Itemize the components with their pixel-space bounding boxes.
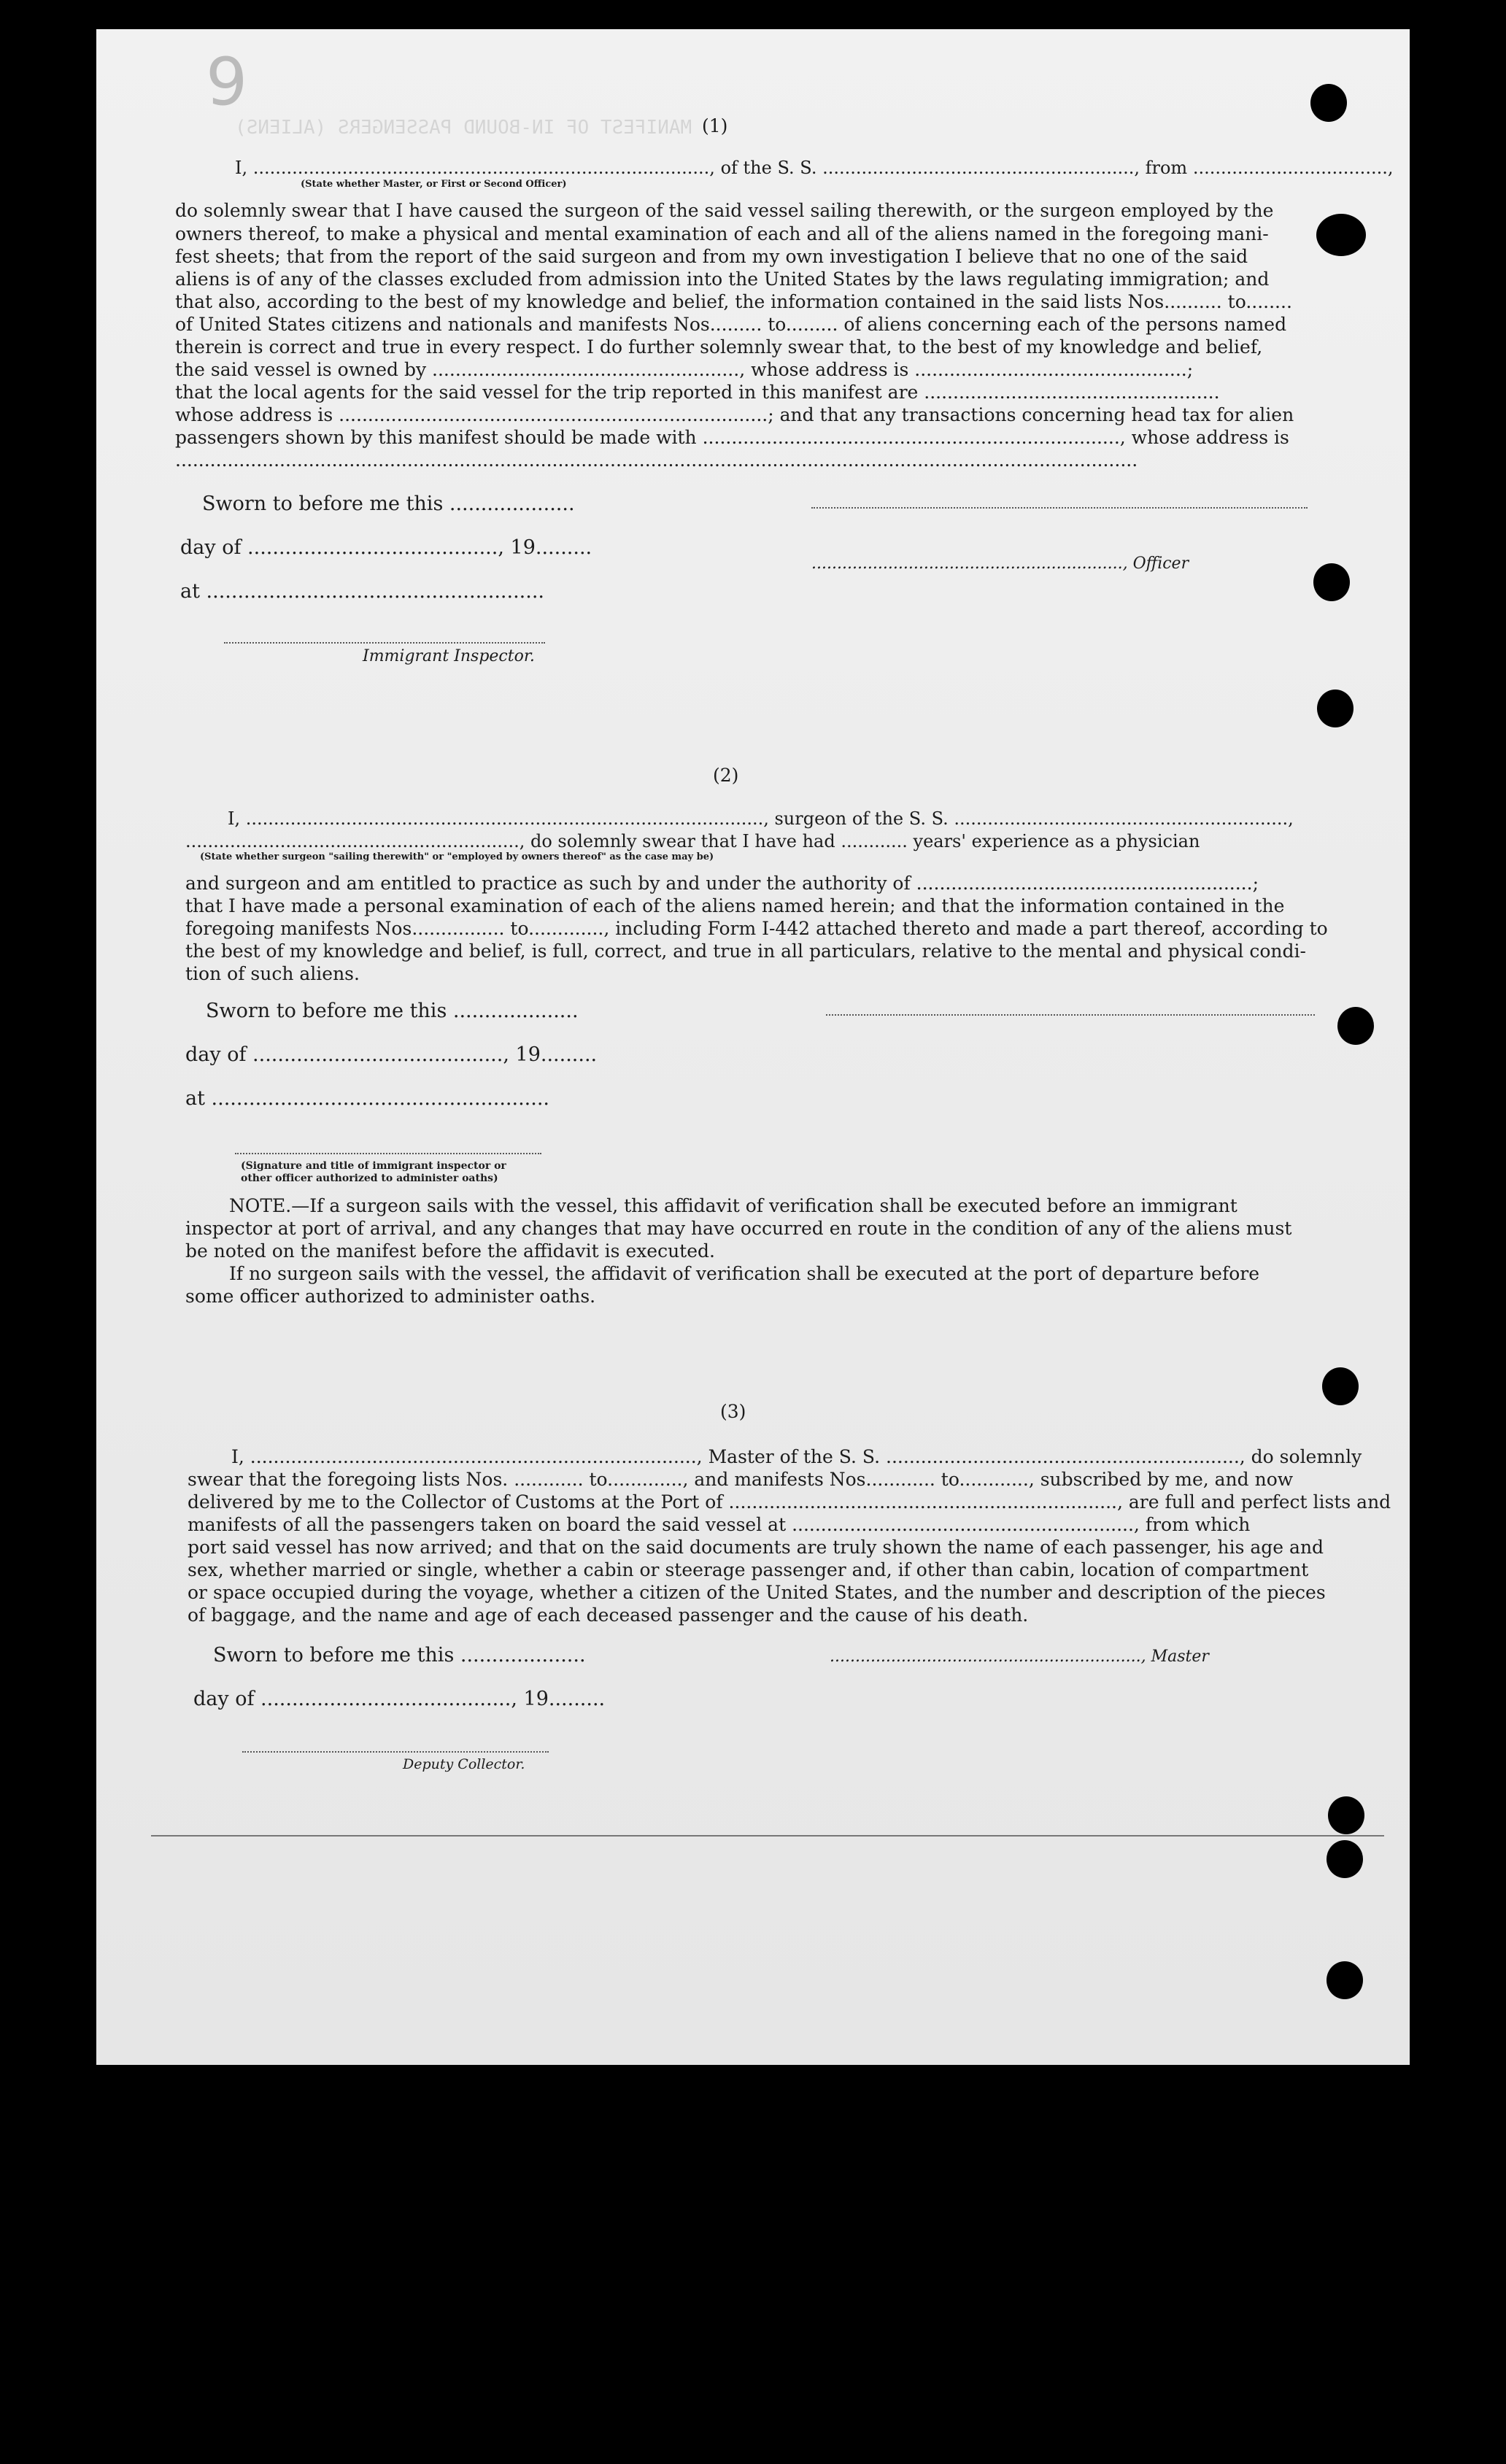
- section-1-para-line: of United States citizens and nationals and manifests Nos......... to......... of aliens concerning each of the persons named: [175, 314, 1287, 335]
- note-line: inspector at port of arrival, and any changes that may have occurred en route in the condition of any of the aliens must: [185, 1218, 1292, 1239]
- section-1-inspector: Immigrant Inspector.: [363, 647, 535, 665]
- section-3-para-line: swear that the foregoing lists Nos. ............ to............., and manifests Nos............ to............, subscribed by me, and now: [188, 1469, 1294, 1490]
- section-1-para-line: owners thereof, to make a physical and mental examination of each and all of the aliens named in the foregoing mani-: [175, 223, 1269, 244]
- manifest-page: [96, 29, 1410, 2065]
- section-2-para-line: and surgeon and am entitled to practice as such by and under the authority of ..........................................................;: [185, 873, 1259, 894]
- section-2-sig-caption: (Signature and title of immigrant inspector or: [241, 1160, 506, 1172]
- section-3-para-line: of baggage, and the name and age of each deceased passenger and the cause of his death.: [188, 1604, 1029, 1626]
- inspector-signature-line: [224, 642, 545, 644]
- note-line: some officer authorized to administer oaths.: [185, 1286, 596, 1307]
- bleed-title: MANIFEST OF IN-BOUND PASSENGERS (ALIENS): [235, 117, 692, 139]
- section-3-para-line: I, ............................................................................., Master of the S. S. ............................................................., do solemnly: [231, 1446, 1362, 1467]
- punch-hole: [1316, 214, 1366, 256]
- section-3-number: (3): [720, 1401, 746, 1422]
- section-2-right-signature-line: [826, 1014, 1315, 1016]
- section-1-sworn: Sworn to before me this ....................: [202, 493, 575, 515]
- section-1-para-line: that also, according to the best of my knowledge and belief, the information contained in the said lists Nos.......... to........: [175, 291, 1292, 312]
- section-1-para-line: the said vessel is owned by ....................................................., whose address is ...............................................;: [175, 359, 1194, 380]
- section-2-para-line: tion of such aliens.: [185, 963, 360, 984]
- punch-hole: [1327, 1840, 1363, 1878]
- section-1-at: at ......................................................: [180, 580, 544, 603]
- section-2-sworn: Sworn to before me this ....................: [206, 1000, 579, 1022]
- section-1-para-line: passengers shown by this manifest should be made with ........................................................................, whose address is: [175, 427, 1289, 448]
- section-2-sig-caption: other officer authorized to administer oaths): [241, 1173, 498, 1184]
- section-3-para-line: manifests of all the passengers taken on board the said vessel at ..........................................................., from which: [188, 1514, 1251, 1535]
- punch-hole: [1337, 1007, 1374, 1045]
- section-3-collector: Deputy Collector.: [403, 1756, 525, 1772]
- note-line: NOTE.—If a surgeon sails with the vessel, this affidavit of verification shall be executed before an immigrant: [229, 1195, 1237, 1216]
- section-2-inspector-signature-line: [235, 1153, 541, 1154]
- punch-hole: [1328, 1796, 1364, 1834]
- punch-hole: [1310, 84, 1347, 122]
- section-1-caption: (State whether Master, or First or Second Officer): [301, 179, 567, 190]
- bottom-rule: [151, 1835, 1384, 1837]
- collector-signature-line: [242, 1751, 549, 1753]
- section-2-number: (2): [713, 765, 739, 786]
- section-3-sworn: Sworn to before me this ....................: [213, 1644, 586, 1667]
- section-1-number: (1): [702, 115, 728, 136]
- bleed-through: [235, 117, 692, 139]
- section-3-para-line: sex, whether married or single, whether a cabin or steerage passenger and, if other than cabin, location of compartment: [188, 1559, 1309, 1580]
- section-1-para-line: fest sheets; that from the report of the said surgeon and from my own investigation I believe that no one of the said: [175, 246, 1248, 267]
- section-2-para-line: that I have made a personal examination of each of the aliens named herein; and that the information contained in the: [185, 895, 1285, 916]
- punch-hole: [1327, 1961, 1363, 1999]
- section-1-para-line: therein is correct and true in every respect. I do further solemnly swear that, to the best of my knowledge and belief,: [175, 336, 1263, 358]
- note-line: be noted on the manifest before the affidavit is executed.: [185, 1240, 715, 1262]
- officer-signature-line: [811, 507, 1308, 509]
- section-1-para-line: aliens is of any of the classes excluded from admission into the United States by the laws regulating immigration; and: [175, 269, 1270, 290]
- section-3-para-line: or space occupied during the voyage, whether a citizen of the United States, and the number and description of the pieces: [188, 1582, 1326, 1603]
- corner-stamp: 9: [206, 44, 248, 120]
- section-1-officer: ............................................................., Officer: [811, 555, 1189, 573]
- note-line: If no surgeon sails with the vessel, the affidavit of verification shall be executed at the port of departure before: [229, 1263, 1259, 1284]
- section-3-day: day of ........................................, 19.........: [193, 1688, 606, 1710]
- section-2-at: at ......................................................: [185, 1087, 549, 1110]
- section-1-para-line: do solemnly swear that I have caused the surgeon of the said vessel sailing therewith, or the surgeon employed by the: [175, 200, 1274, 221]
- section-2-para-line: foregoing manifests Nos................ to............., including Form I-442 attached thereto and made a part thereof, according to: [185, 918, 1328, 939]
- section-3-para-line: delivered by me to the Collector of Customs at the Port of ..................................................................., are full and perfect lists and: [188, 1491, 1391, 1513]
- section-2-day: day of ........................................, 19.........: [185, 1043, 598, 1066]
- section-1-day: day of ........................................, 19.........: [180, 536, 592, 559]
- section-3-para-line: port said vessel has now arrived; and that on the said documents are truly shown the name of each passenger, his age and: [188, 1537, 1324, 1558]
- section-2-caption: (State whether surgeon "sailing therewith" or "employed by owners thereof" as the case may be): [200, 851, 714, 862]
- section-1-para-line: whose address is ..........................................................................; and that any transactions concerning head tax for alien: [175, 404, 1294, 425]
- punch-hole: [1322, 1367, 1359, 1405]
- section-1-line1: I, .................................................................................., of the S. S. ........................................................, from ...................................,: [235, 158, 1394, 178]
- section-3-master: ............................................................., Master: [830, 1648, 1209, 1666]
- section-2-para-line: the best of my knowledge and belief, is full, correct, and true in all particulars, relative to the mental and physical condi-: [185, 941, 1306, 962]
- section-1-para-line: ......................................................................................................................................................................: [175, 449, 1138, 471]
- section-1-para-line: that the local agents for the said vessel for the trip reported in this manifest are ...................................................: [175, 382, 1220, 403]
- section-2-line1: I, ............................................................................................., surgeon of the S. S. ............................................................,: [228, 808, 1294, 829]
- section-2-line2: ............................................................, do solemnly swear that I have had ............ years' experience as a physician: [185, 831, 1200, 851]
- punch-hole: [1317, 690, 1354, 727]
- punch-hole: [1313, 563, 1350, 601]
